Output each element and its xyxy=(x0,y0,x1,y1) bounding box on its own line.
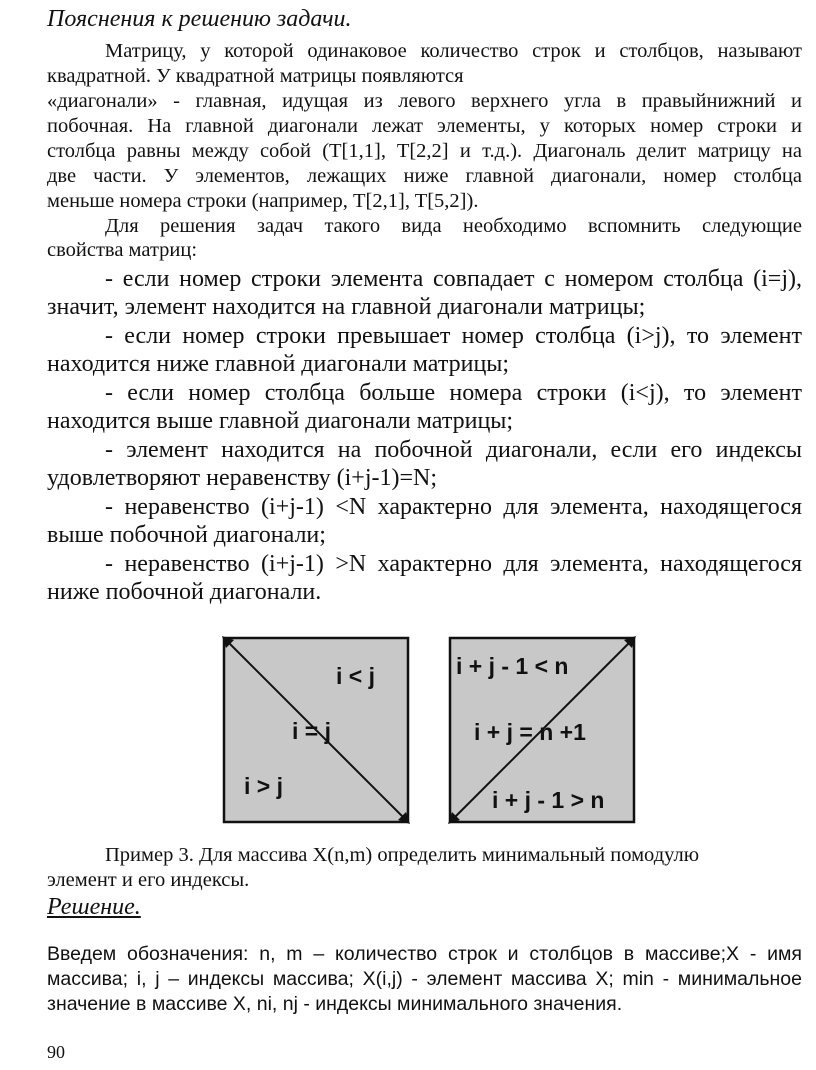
rule-2-line-1: - если номер строки превышает номер столбца (i>j), то элемент xyxy=(105,323,802,349)
intro-line-3: «диагонали» - главная, идущая из левого верхнего угла в правыйнижний и xyxy=(47,90,802,112)
example-line-2: элемент и его индексы. xyxy=(47,869,250,891)
section-heading: Пояснения к решению задачи. xyxy=(47,6,352,32)
side-upper-label: i + j - 1 < n xyxy=(456,653,569,679)
rule-6-line-1: - неравенство (i+j-1) >N характерно для элемента, находящегося xyxy=(105,551,802,577)
intro-line-2: квадратной. У квадратной матрицы появляются xyxy=(47,65,464,87)
rule-1-line-2: значит, элемент находится на главной диагонали матрицы; xyxy=(47,294,646,320)
properties-intro-line-2: свойства матриц: xyxy=(47,239,198,261)
main-upper-label: i < j xyxy=(336,663,375,689)
rule-3-line-2: находится выше главной диагонали матрицы; xyxy=(47,408,514,434)
side-diagonal-diagram xyxy=(444,632,640,828)
intro-line-4: побочная. На главной диагонали лежат элементы, у которых номер строки и xyxy=(47,115,802,137)
rule-6-line-2: ниже побочной диагонали. xyxy=(47,579,322,605)
example-line-1: Пример 3. Для массива X(n,m) определить минимальный помодулю xyxy=(105,844,700,866)
rule-4-line-2: удовлетворяют неравенству (i+j-1)=N; xyxy=(47,465,438,491)
main-middle-label: i = j xyxy=(292,718,331,744)
page-number: 90 xyxy=(47,1042,65,1062)
side-lower-label: i + j - 1 > n xyxy=(492,787,605,813)
intro-line-1: Матрицу, у которой одинаковое количество строк и столбцов, называют xyxy=(105,40,802,62)
notation-line-1: Введем обозначения: n, m – количество строк и столбцов в массиве;X - имя xyxy=(47,943,802,965)
rule-1-line-1: - если номер строки элемента совпадает с номером столбца (i=j), xyxy=(105,266,802,292)
rule-5-line-2: выше побочной диагонали; xyxy=(47,522,326,548)
side-middle-label: i + j = n +1 xyxy=(474,719,586,745)
intro-line-6: две части. У элементов, лежащих ниже главной диагонали, номер столбца xyxy=(47,165,802,187)
intro-line-7: меньше номера строки (например, T[2,1], T[5,2]). xyxy=(47,190,479,212)
rule-2-line-2: находится ниже главной диагонали матрицы; xyxy=(47,351,510,377)
intro-line-5: столбца равны между собой (T[1,1], T[2,2] и т.д.). Диагональ делит матрицу на xyxy=(47,140,802,162)
notation-line-3: значение в массиве X, ni, nj - индексы минимального значения. xyxy=(47,993,623,1015)
properties-intro-line-1: Для решения задач такого вида необходимо вспомнить следующие xyxy=(105,215,802,237)
main-lower-label: i > j xyxy=(244,773,283,799)
main-diagonal-diagram xyxy=(218,632,414,828)
notation-line-2: массива; i, j – индексы массива; X(i,j) - элемент массива X; min - минимальное xyxy=(47,968,802,990)
solution-heading: Решение. xyxy=(47,894,141,920)
rule-3-line-1: - если номер столбца больше номера строки (i<j), то элемент xyxy=(105,380,802,406)
rule-5-line-1: - неравенство (i+j-1) <N характерно для элемента, находящегося xyxy=(105,494,802,520)
rule-4-line-1: - элемент находится на побочной диагонали, если его индексы xyxy=(105,437,802,463)
